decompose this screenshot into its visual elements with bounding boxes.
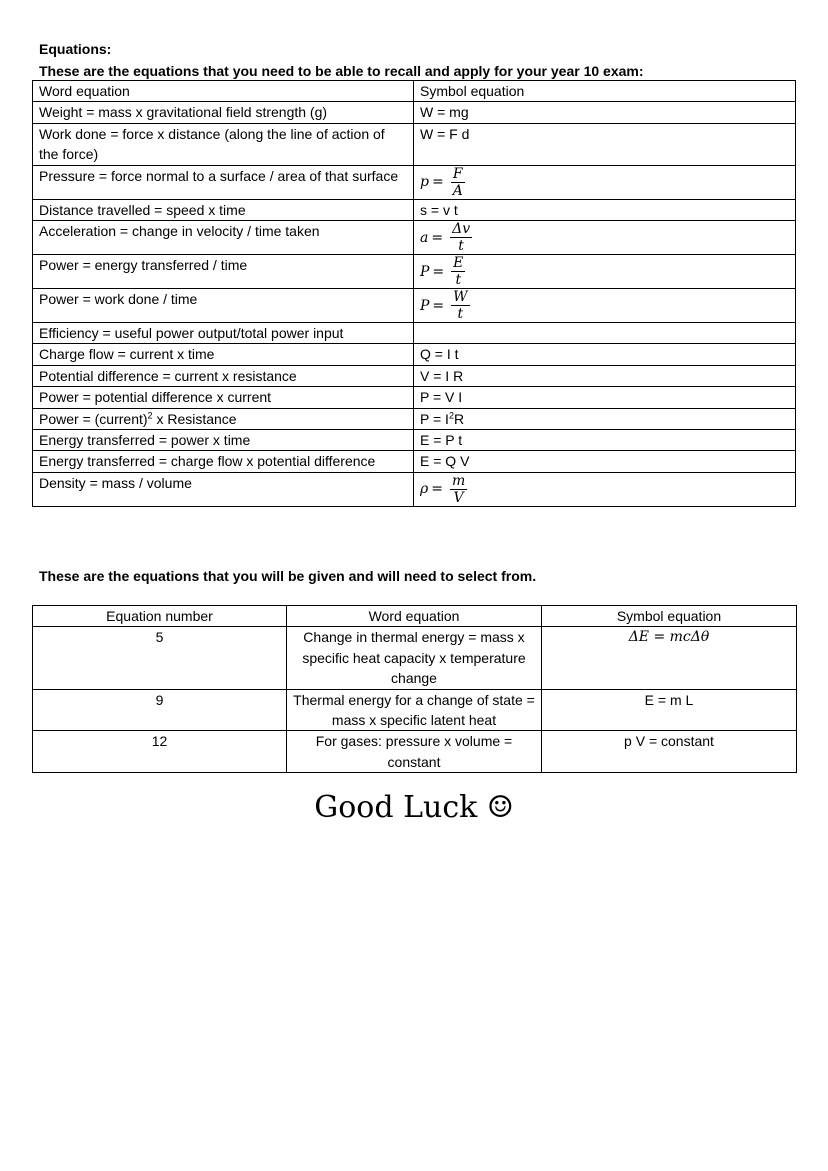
- fraction-numerator: W: [453, 289, 468, 306]
- equation-number: 5: [33, 627, 287, 689]
- equation-lhs: P: [420, 297, 430, 314]
- fraction-denominator: A: [452, 182, 463, 199]
- equation-lhs: P: [420, 263, 430, 280]
- equation-lhs: a: [420, 229, 429, 246]
- word-equation: Weight = mass x gravitational field strength (g): [33, 102, 414, 123]
- given-equations-table: [32, 605, 797, 773]
- table-row: [33, 689, 797, 731]
- page-title: Equations:: [39, 41, 112, 57]
- symbol-equation: E = Q V: [414, 451, 796, 472]
- fraction-denominator: t: [451, 305, 469, 322]
- header-symbol-equation: Symbol equation: [542, 606, 797, 627]
- table-row: [33, 627, 797, 689]
- fraction-numerator: E: [453, 255, 464, 272]
- table-row: [33, 165, 796, 199]
- word-part: x Resistance: [152, 410, 237, 427]
- recall-equations-table: [32, 80, 796, 507]
- symbol-equation: Q = I t: [414, 344, 796, 365]
- superscript: 2: [448, 410, 454, 420]
- recall-intro: These are the equations that you need to be able to recall and apply for your year 10 exam:: [39, 63, 644, 79]
- superscript: 2: [147, 410, 153, 420]
- word-equation: Charge flow = current x time: [33, 344, 414, 365]
- word-equation: Power = potential difference x current: [33, 387, 414, 408]
- given-intro: These are the equations that you will be given and will need to select from.: [39, 568, 537, 584]
- symbol-equation: ΔE = mcΔθ: [542, 627, 797, 689]
- fraction-denominator: t: [450, 237, 472, 254]
- equation-lhs: p: [420, 174, 429, 191]
- table-row: [33, 387, 796, 408]
- symbol-equation: P = $\frac{E}{t}$: [414, 255, 796, 289]
- symbol-equation: a = $\frac{\Delta v}{t}$: [414, 221, 796, 255]
- symbol-equation: V = I R: [414, 365, 796, 386]
- table-row: [33, 365, 796, 386]
- word-equation: Power = energy transferred / time: [33, 255, 414, 289]
- word-equation: Density = mass / volume: [33, 472, 414, 506]
- word-equation: Change in thermal energy = mass x specific heat capacity x temperature change: [287, 627, 542, 689]
- symbol-equation: E = P t: [414, 430, 796, 451]
- equation-number: 12: [33, 731, 287, 773]
- symbol-equation: P = $\frac{W}{t}$: [414, 289, 796, 323]
- word-equation: For gases: pressure x volume = constant: [287, 731, 542, 773]
- word-equation: Thermal energy for a change of state = mass x specific latent heat: [287, 689, 542, 731]
- symbol-part: P = I: [420, 410, 449, 427]
- header-word-equation: Word equation: [33, 81, 414, 102]
- symbol-equation: s = v t: [414, 199, 796, 220]
- symbol-equation: p = $\frac{F}{A}$: [414, 165, 796, 199]
- table-row: [33, 430, 796, 451]
- word-equation: Pressure = force normal to a surface / area of that surface: [33, 165, 414, 199]
- word-part: Power = (current): [39, 410, 148, 427]
- table-row: [33, 221, 796, 255]
- symbol-equation: [414, 408, 796, 429]
- word-equation: Power = work done / time: [33, 289, 414, 323]
- good-luck-message: Good Luck ☺: [314, 790, 514, 825]
- table-row: [33, 289, 796, 323]
- word-equation: Energy transferred = charge flow x potential difference: [33, 451, 414, 472]
- symbol-equation: ρ = $\frac{m}{V}$: [414, 472, 796, 506]
- fraction-numerator: Δv: [452, 221, 471, 238]
- fraction-numerator: F: [452, 165, 463, 182]
- table-row: [33, 408, 796, 429]
- word-equation: Distance travelled = speed x time: [33, 199, 414, 220]
- symbol-equation: W = F d: [414, 123, 796, 165]
- table-row: [33, 255, 796, 289]
- table-row: [33, 472, 796, 506]
- table-row: [33, 123, 796, 165]
- word-equation: Potential difference = current x resistance: [33, 365, 414, 386]
- word-equation: Energy transferred = power x time: [33, 430, 414, 451]
- symbol-equation: P = V I: [414, 387, 796, 408]
- fraction-numerator: m: [451, 472, 466, 489]
- table-row: [33, 451, 796, 472]
- table-row: [33, 323, 796, 344]
- table-header-row: [33, 81, 796, 102]
- symbol-equation: W = mg: [414, 102, 796, 123]
- equation-lhs: ρ: [420, 481, 429, 498]
- table-row: [33, 731, 797, 773]
- fraction-denominator: t: [451, 271, 465, 288]
- table-header-row: [33, 606, 797, 627]
- header-equation-number: Equation number: [33, 606, 287, 627]
- symbol-equation: E = m L: [542, 689, 797, 731]
- symbol-equation: p V = constant: [542, 731, 797, 773]
- table-row: [33, 344, 796, 365]
- word-equation: [33, 408, 414, 429]
- equation-number: 9: [33, 689, 287, 731]
- fraction-denominator: V: [450, 489, 467, 506]
- symbol-part: R: [453, 410, 465, 427]
- word-equation: Acceleration = change in velocity / time taken: [33, 221, 414, 255]
- table-row: [33, 102, 796, 123]
- header-symbol-equation: Symbol equation: [414, 81, 796, 102]
- symbol-equation: [414, 323, 796, 344]
- word-equation: Work done = force x distance (along the line of action of the force): [33, 123, 414, 165]
- table-row: [33, 199, 796, 220]
- header-word-equation: Word equation: [287, 606, 542, 627]
- word-equation: Efficiency = useful power output/total power input: [33, 323, 414, 344]
